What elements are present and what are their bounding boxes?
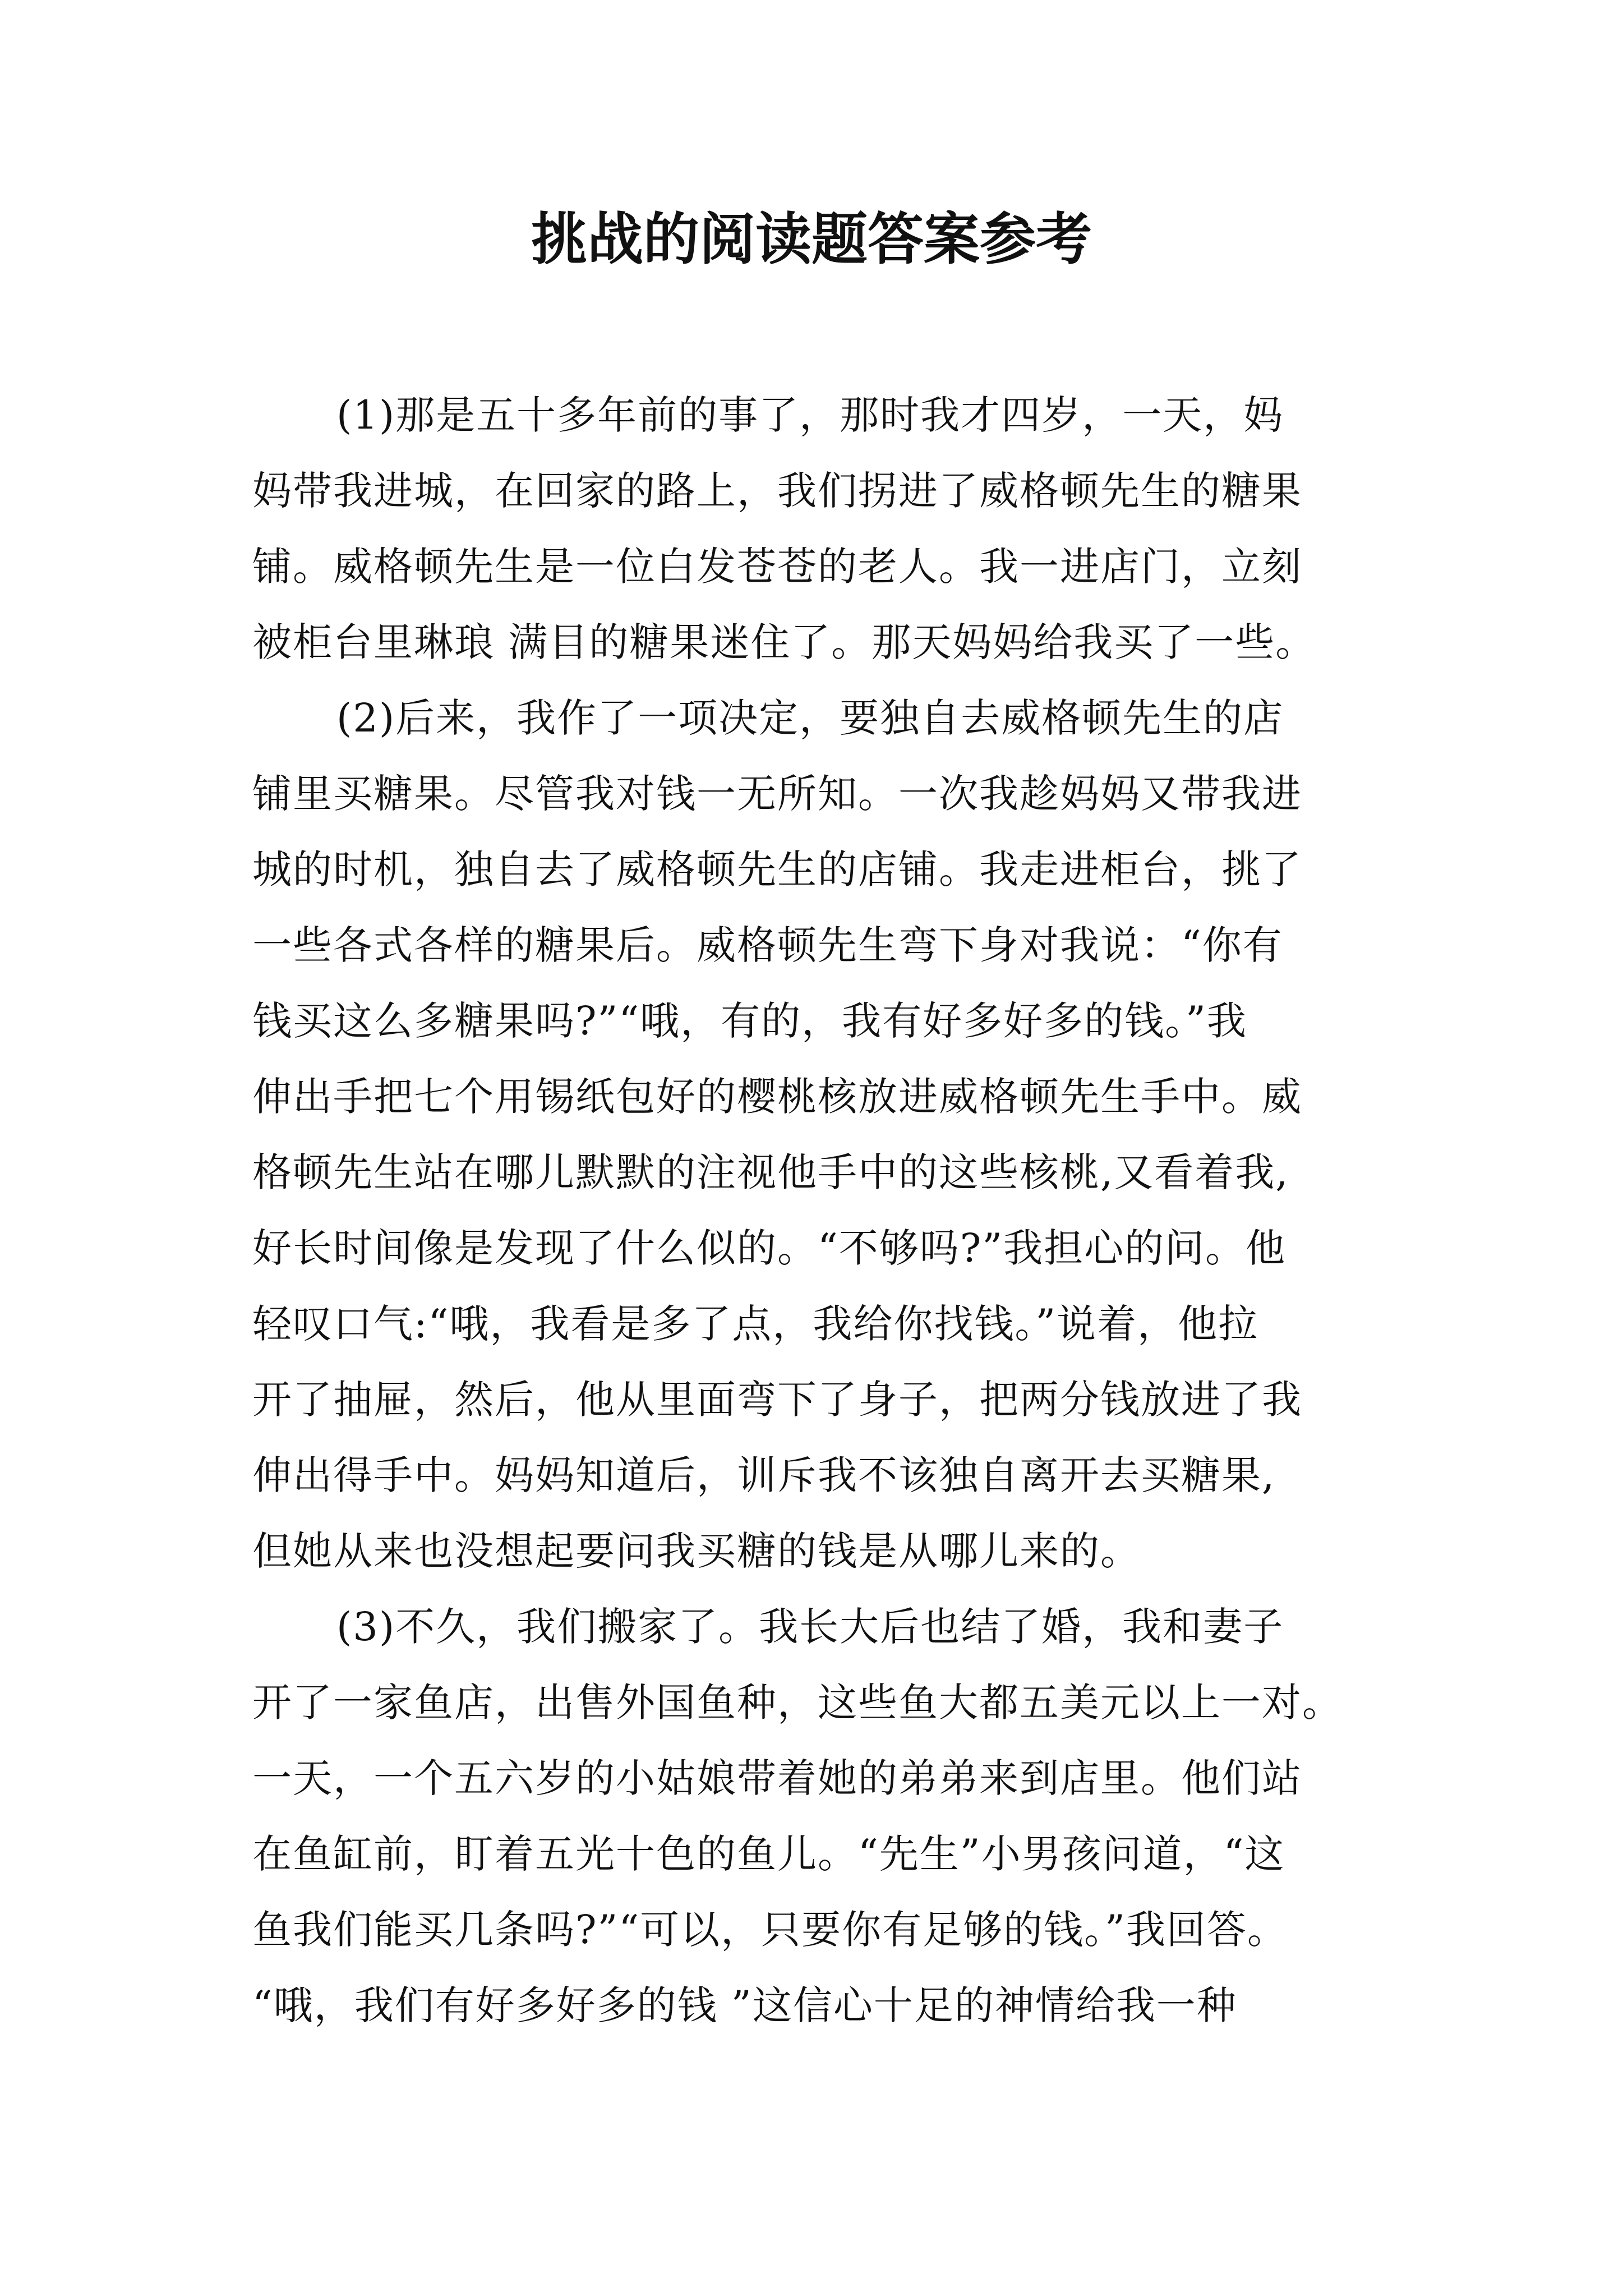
paragraph-3-line-5: 鱼我们能买几条吗?”“可以，只要你有足够的钱。”我回答。 [252, 1907, 1288, 1953]
paragraph-2-line-12: 但她从来也没想起要问我买糖的钱是从哪儿来的。 [252, 1528, 1141, 1574]
paragraph-2-line-8: 好长时间像是发现了什么似的。“不够吗?”我担心的问。他 [252, 1225, 1287, 1271]
document-title: 挑战的阅读题答案参考 [531, 206, 1092, 272]
paragraph-2-line-7: 格顿先生站在哪儿默默的注视他手中的这些核桃,又看着我, [252, 1149, 1289, 1195]
paragraph-2-line-3: 城的时机，独自去了威格顿先生的店铺。我走进柜台，挑了 [252, 846, 1302, 892]
paragraph-3-line-1: (3)不久，我们搬家了。我长大后也结了婚，我和妻子 [336, 1604, 1284, 1650]
paragraph-2-line-1: (2)后来，我作了一项决定，要独自去威格顿先生的店 [336, 695, 1284, 741]
paragraph-2-line-6: 伸出手把七个用锡纸包好的樱桃核放进威格顿先生手中。威 [252, 1074, 1302, 1120]
paragraph-2-line-4: 一些各式各样的糖果后。威格顿先生弯下身对我说：“你有 [252, 922, 1283, 968]
paragraph-2-line-11: 伸出得手中。妈妈知道后，训斥我不该独自离开去买糖果, [252, 1452, 1276, 1498]
paragraph-1-line-2: 妈带我进城，在回家的路上，我们拐进了威格顿先生的糖果 [252, 468, 1302, 514]
paragraph-2-line-10: 开了抽屉，然后，他从里面弯下了身子，把两分钱放进了我 [252, 1377, 1302, 1423]
paragraph-1-line-1: (1)那是五十多年前的事了，那时我才四岁，一天，妈 [336, 392, 1284, 438]
paragraph-1-line-3: 铺。威格顿先生是一位白发苍苍的老人。我一进店门，立刻 [252, 544, 1302, 590]
paragraph-3-line-4: 在鱼缸前，盯着五光十色的鱼儿。“先生”小男孩问道，“这 [252, 1831, 1285, 1877]
paragraph-2-line-2: 铺里买糖果。尽管我对钱一无所知。一次我趁妈妈又带我进 [252, 771, 1302, 817]
paragraph-2-line-9: 轻叹口气:“哦，我看是多了点，我给你找钱。”说着，他拉 [252, 1301, 1259, 1347]
paragraph-2-line-5: 钱买这么多糖果吗?”“哦，有的，我有好多好多的钱。”我 [252, 998, 1247, 1044]
paragraph-3-line-3: 一天，一个五六岁的小姑娘带着她的弟弟来到店里。他们站 [252, 1755, 1302, 1801]
paragraph-3-line-2: 开了一家鱼店，出售外国鱼种，这些鱼大都五美元以上一对。 [252, 1680, 1343, 1726]
paragraph-1-line-4: 被柜台里琳琅 满目的糖果迷住了。那天妈妈给我买了一些。 [252, 619, 1316, 665]
paragraph-3-line-6: “哦，我们有好多好多的钱 ”这信心十足的神情给我一种 [252, 1982, 1237, 2028]
